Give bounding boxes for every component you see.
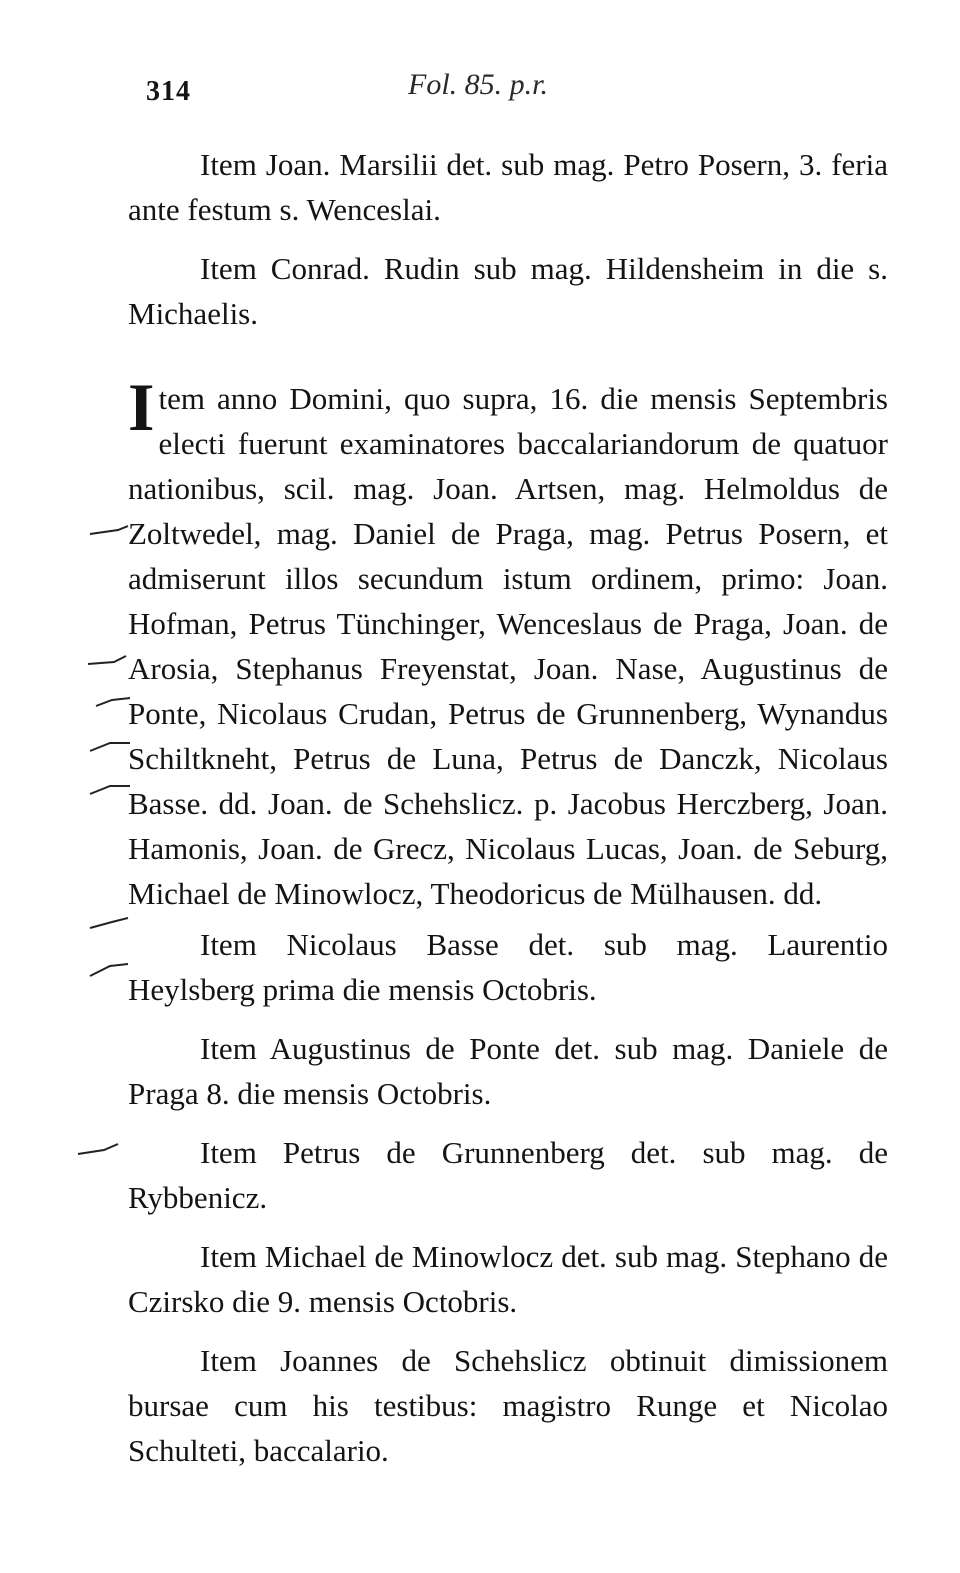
- paragraph-8: Item Joannes de Schehslicz obtinuit dimissionem bursae cum his testibus: magistro Runge et Nicolao Schulteti, baccalario.: [128, 1343, 888, 1468]
- margin-pen-mark: [88, 735, 132, 757]
- paragraph-6: Item Petrus de Grunnenberg det. sub mag. de Rybbenicz.: [128, 1135, 888, 1215]
- paragraph-3-text: tem anno Domini, quo supra, 16. die mensis Septembris electi fuerunt examinatores baccalariandorum de quatuor nationibus, scil. mag. Joan. Artsen, mag. Helmoldus de Zoltwedel, mag. Daniel de Praga, mag. Petrus Posern, et admiserunt illos secundum istum ordinem, primo: Joan. Hofman, Petrus Tünchinger, Wenceslaus de Praga, Joan. de Arosia, Stephanus Freyenstat, Joan. Nase, Augustinus de Ponte, Nicolaus Crudan, Petrus de Grunnenberg, Wynandus Schiltkneht, Petrus de Luna, Petrus de Danczk, Nicolaus Basse. dd. Joan. de Schehslicz. p. Jacobus Herczberg, Joan. Hamonis, Joan. de Grecz, Nicolaus Lucas, Joan. de Seburg, Michael de Minowlocz, Theodoricus de Mülhausen. dd.: [128, 381, 888, 911]
- margin-pen-mark: [88, 520, 132, 542]
- margin-pen-mark: [86, 650, 130, 672]
- paragraph-4: Item Nicolaus Basse det. sub mag. Laurentio Heylsberg prima die mensis Octobris.: [128, 927, 888, 1007]
- margin-pen-mark: [92, 690, 136, 712]
- paragraph-1: Item Joan. Marsilii det. sub mag. Petro Posern, 3. feria ante festum s. Wenceslai.: [128, 147, 888, 227]
- margin-pen-mark: [88, 912, 132, 934]
- body-text: [128, 142, 888, 1487]
- paragraph-7: Item Michael de Minowlocz det. sub mag. Stephano de Czirsko die 9. mensis Octobris.: [128, 1239, 888, 1319]
- handwritten-folio-note: Fol. 85. p.r.: [408, 68, 549, 101]
- margin-pen-mark: [76, 1138, 120, 1160]
- paragraph-3: [128, 369, 888, 916]
- paragraph-2: Item Conrad. Rudin sub mag. Hildensheim in die s. Michaelis.: [128, 251, 888, 331]
- margin-pen-mark: [88, 778, 132, 800]
- page-number: 314: [146, 76, 191, 107]
- drop-capital: I: [128, 369, 155, 445]
- margin-pen-mark: [88, 958, 132, 980]
- paragraph-5: Item Augustinus de Ponte det. sub mag. Daniele de Praga 8. die mensis Octobris.: [128, 1031, 888, 1111]
